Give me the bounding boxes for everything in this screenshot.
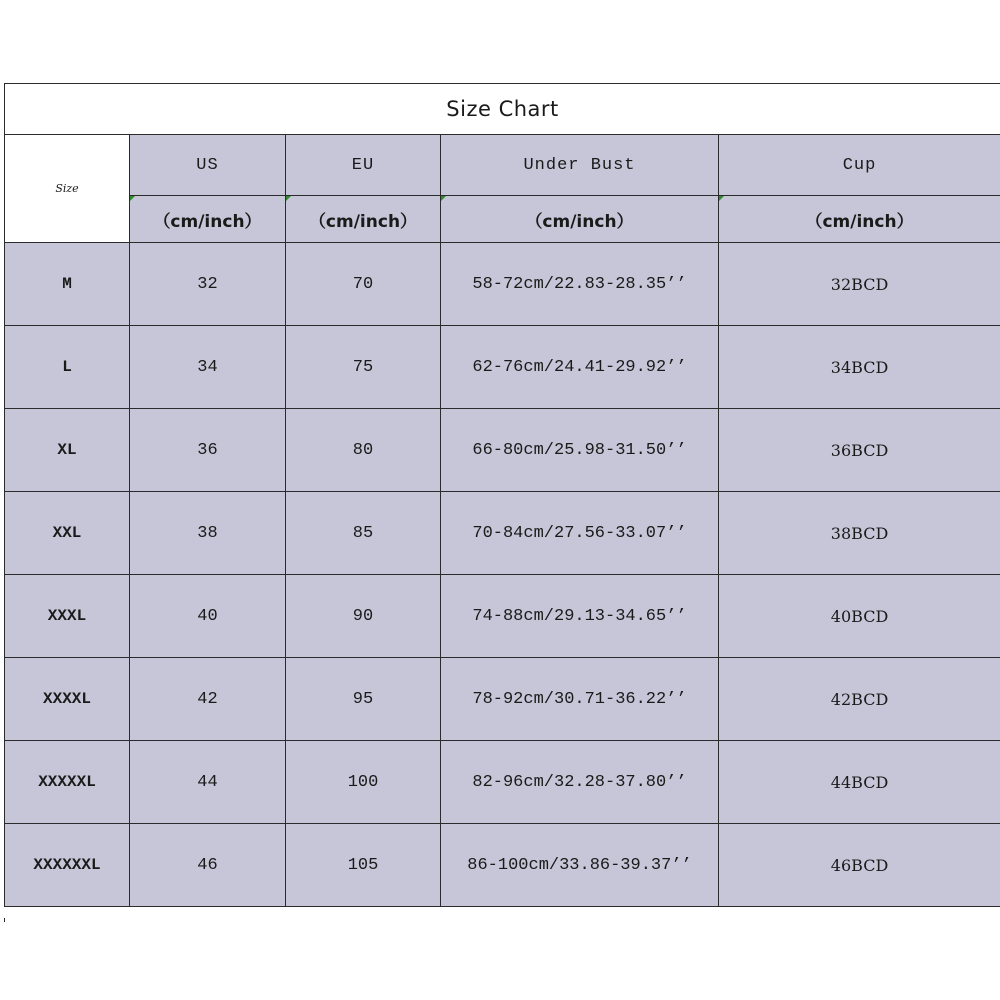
table-title: Size Chart	[5, 84, 1000, 135]
us-value: 34	[130, 326, 286, 409]
under-bust-value: 70-84cm/27.56-33.07’’	[441, 492, 719, 575]
cup-value: 36BCD	[719, 409, 1000, 492]
under-bust-value: 74-88cm/29.13-34.65’’	[441, 575, 719, 658]
us-value: 44	[130, 741, 286, 824]
eu-value: 80	[286, 409, 441, 492]
under-bust-value: 66-80cm/25.98-31.50’’	[441, 409, 719, 492]
us-value: 42	[130, 658, 286, 741]
size-rows	[5, 243, 1000, 907]
us-column-header: US	[130, 135, 286, 196]
under-bust-unit-label: （cm/inch）	[441, 196, 719, 243]
size-column-header: Size	[5, 135, 130, 243]
cup-value: 40BCD	[719, 575, 1000, 658]
unit-row	[5, 196, 1000, 243]
table-row	[5, 658, 1000, 741]
cup-value: 38BCD	[719, 492, 1000, 575]
eu-column-header: EU	[286, 135, 441, 196]
under-bust-value: 58-72cm/22.83-28.35’’	[441, 243, 719, 326]
cup-value: 34BCD	[719, 326, 1000, 409]
size-value: XXXL	[5, 575, 130, 658]
eu-value: 95	[286, 658, 441, 741]
size-value: XXXXXXL	[5, 824, 130, 907]
cup-value: 42BCD	[719, 658, 1000, 741]
table-row	[5, 492, 1000, 575]
size-value: M	[5, 243, 130, 326]
table-row	[5, 409, 1000, 492]
eu-value: 90	[286, 575, 441, 658]
under-bust-value: 86-100cm/33.86-39.37’’	[441, 824, 719, 907]
column-header-row	[5, 135, 1000, 196]
cup-unit-label: （cm/inch）	[719, 196, 1000, 243]
us-value: 40	[130, 575, 286, 658]
title-row	[5, 84, 1000, 135]
table-row	[5, 824, 1000, 907]
under-bust-value: 78-92cm/30.71-36.22’’	[441, 658, 719, 741]
cup-value: 46BCD	[719, 824, 1000, 907]
cup-value: 44BCD	[719, 741, 1000, 824]
size-value: XL	[5, 409, 130, 492]
us-value: 38	[130, 492, 286, 575]
us-value: 46	[130, 824, 286, 907]
eu-value: 85	[286, 492, 441, 575]
eu-value: 105	[286, 824, 441, 907]
eu-value: 75	[286, 326, 441, 409]
under-bust-value: 62-76cm/24.41-29.92’’	[441, 326, 719, 409]
size-value: XXXXL	[5, 658, 130, 741]
table-row	[5, 326, 1000, 409]
size-value: XXXXXL	[5, 741, 130, 824]
us-value: 36	[130, 409, 286, 492]
size-chart-table	[4, 83, 1000, 907]
cup-value: 32BCD	[719, 243, 1000, 326]
table-row	[5, 575, 1000, 658]
eu-value: 100	[286, 741, 441, 824]
eu-value: 70	[286, 243, 441, 326]
table-corner-mark	[4, 918, 9, 922]
table-row	[5, 243, 1000, 326]
table-row	[5, 741, 1000, 824]
under-bust-value: 82-96cm/32.28-37.80’’	[441, 741, 719, 824]
cup-column-header: Cup	[719, 135, 1000, 196]
eu-unit-label: （cm/inch）	[286, 196, 441, 243]
size-value: L	[5, 326, 130, 409]
us-unit-label: （cm/inch）	[130, 196, 286, 243]
size-value: XXL	[5, 492, 130, 575]
under-bust-column-header: Under Bust	[441, 135, 719, 196]
us-value: 32	[130, 243, 286, 326]
